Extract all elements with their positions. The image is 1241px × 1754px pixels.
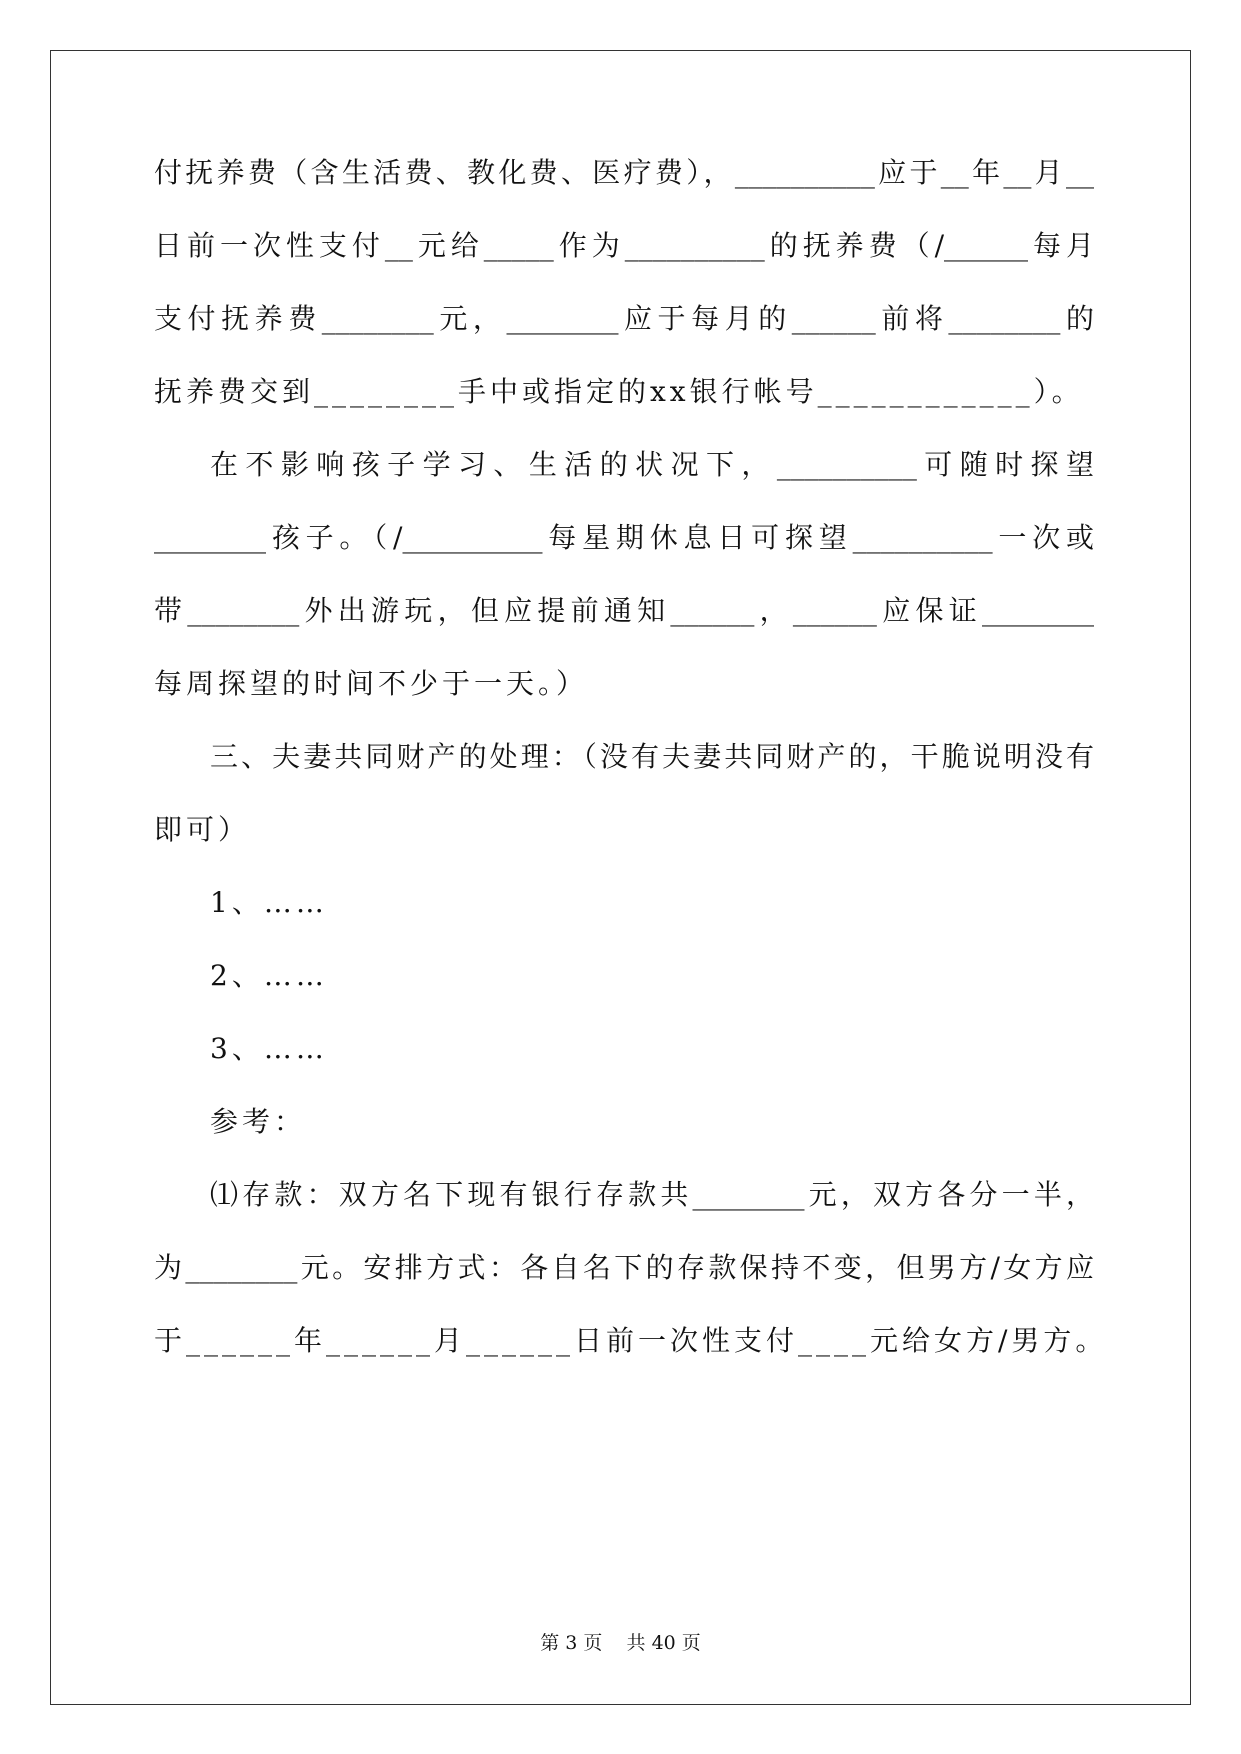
- body-text-line: 支付抚养费________元，________应于每月的______前将________的: [154, 302, 1094, 335]
- body-text-line: 为________元。安排方式：各自名下的存款保持不变，但男方/女方应: [154, 1251, 1094, 1284]
- list-item: 1、……: [210, 886, 328, 919]
- body-text-line: 日前一次性支付__元给_____作为__________的抚养费（/______每月: [154, 229, 1094, 262]
- page-frame: [50, 50, 1191, 1705]
- reference-label: 参考：: [210, 1105, 307, 1138]
- body-text-line: ________孩子。（/__________每星期休息日可探望__________一次或: [154, 521, 1094, 554]
- body-text-line: 每周探望的时间不少于一天。）: [154, 667, 589, 700]
- body-text-line: 付抚养费（含生活费、教化费、医疗费），__________应于__年__月__: [154, 156, 1094, 189]
- list-item: 2、……: [210, 959, 328, 992]
- section-heading-continuation: 即可）: [154, 813, 251, 846]
- body-text-line: 在不影响孩子学习、生活的状况下，__________可随时探望: [210, 448, 1094, 481]
- section-heading: 三、夫妻共同财产的处理：（没有夫妻共同财产的，干脆说明没有: [210, 740, 1094, 773]
- body-text-line: 于______年______月______日前一次性支付____元给女方/男方。: [154, 1324, 1108, 1357]
- list-item: 3、……: [210, 1032, 328, 1065]
- body-text-line: ⑴存款：双方名下现有银行存款共________元，双方各分一半，: [210, 1178, 1094, 1211]
- page-number-footer: 第 3 页 共 40 页: [540, 1632, 701, 1654]
- body-text-line: 抚养费交到________手中或指定的xx银行帐号____________）。: [154, 375, 1084, 408]
- body-text-line: 带________外出游玩，但应提前通知______，______应保证________: [154, 594, 1094, 627]
